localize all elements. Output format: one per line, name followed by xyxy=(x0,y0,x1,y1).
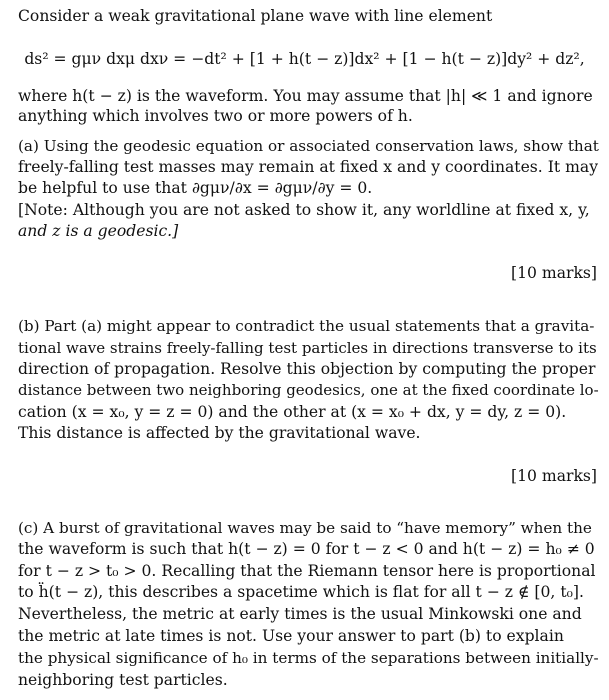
line-element-equation: ds² = gμν dxμ dxν = −dt² + [1 + h(t − z)]dx² + [1 − h(t − z)]dy² + dz², xyxy=(24,50,585,68)
part-a-line-5: and z is a geodesic.] xyxy=(18,222,179,240)
part-a-line-3: be helpful to use that ∂gμν/∂x = ∂gμν/∂y = 0. xyxy=(18,179,373,197)
part-c-line-2: the waveform is such that h(t − z) = 0 for t − z < 0 and h(t − z) = h₀ ≠ 0 xyxy=(18,540,595,558)
part-c-line-3: for t − z > t₀ > 0. Recalling that the Riemann tensor here is proportional xyxy=(18,562,596,580)
part-c-line-5: Nevertheless, the metric at early times is the usual Minkowski one and xyxy=(18,605,582,623)
part-b-line-3: direction of propagation. Resolve this objection by computing the proper xyxy=(18,360,596,378)
part-c-line-4: to ḧ(t − z), this describes a spacetime which is flat for all t − z ∉ [0, t₀]. xyxy=(18,583,584,601)
intro-line-2: where h(t − z) is the waveform. You may assume that |h| ≪ 1 and ignore xyxy=(18,87,593,105)
part-b-line-4: distance between two neighboring geodesics, one at the fixed coordinate lo- xyxy=(18,381,599,399)
part-b-marks: [10 marks] xyxy=(511,467,597,485)
part-c-line-8: neighboring test particles. xyxy=(18,671,228,689)
intro-line-1: Consider a weak gravitational plane wave with line element xyxy=(18,7,493,25)
part-c-line-1: (c) A burst of gravitational waves may be said to “have memory” when the xyxy=(18,519,592,537)
part-a-marks: [10 marks] xyxy=(511,264,597,282)
part-b-line-5: cation (x = x₀, y = z = 0) and the other at (x = x₀ + dx, y = dy, z = 0). xyxy=(18,403,567,421)
part-c-line-6: the metric at late times is not. Use your answer to part (b) to explain xyxy=(18,627,564,645)
part-c-line-7: the physical significance of h₀ in terms of the separations between initially- xyxy=(18,649,599,667)
part-a-line-2: freely-falling test masses may remain at fixed x and y coordinates. It may xyxy=(18,158,598,176)
part-b-line-2: tional wave strains freely-falling test particles in directions transverse to its xyxy=(18,339,597,357)
part-a-line-1: (a) Using the geodesic equation or associated conservation laws, show that xyxy=(18,137,599,155)
part-b-line-1: (b) Part (a) might appear to contradict the usual statements that a gravita- xyxy=(18,317,595,335)
intro-line-3: anything which involves two or more powers of h. xyxy=(18,107,413,125)
part-a-line-4: [Note: Although you are not asked to show it, any worldline at fixed x, y, xyxy=(18,201,590,219)
part-b-line-6: This distance is affected by the gravitational wave. xyxy=(18,424,421,442)
